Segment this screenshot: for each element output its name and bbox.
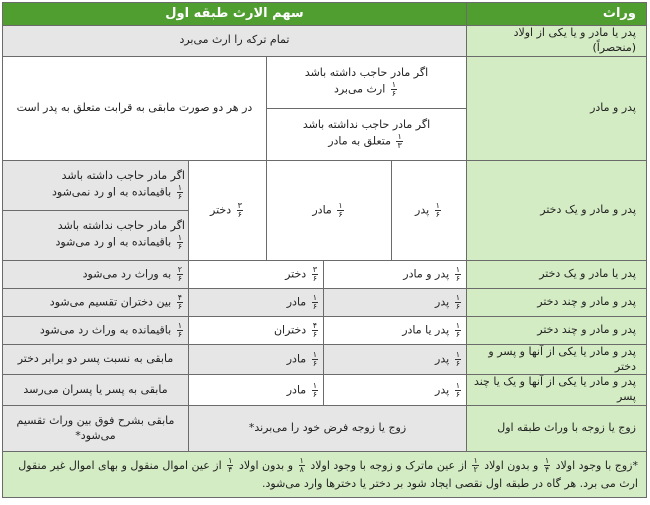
- share-cell: $\frac{۱}{۶}$ پدر: [324, 288, 467, 316]
- father-share: $\frac{۱}{۶}$ پدر: [392, 160, 467, 260]
- share-cell: $\frac{۱}{۶}$ مادر: [189, 375, 324, 406]
- fraction: $\frac{۱}{۶}$: [455, 264, 460, 283]
- heir-cell: پدر و مادر یا یکی از آنها و یک یا چند پسر: [467, 375, 647, 406]
- daughter-share: $\frac{۳}{۶}$ دختر: [189, 160, 267, 260]
- heir-cell: پدر و مادر و چند دختر: [467, 288, 647, 316]
- note-cell: مابقی به نسبت پسر دو برابر دختر: [2, 344, 188, 375]
- fraction: $\frac{۱}{۶}$: [177, 320, 182, 339]
- fraction: $\frac{۱}{۳}$: [397, 132, 402, 151]
- heir-cell: پدر و مادر و چند دختر: [467, 316, 647, 344]
- fraction: $\frac{۱}{۶}$: [391, 80, 397, 99]
- inheritance-table-container: [3, 2, 647, 498]
- table-row: [2, 26, 646, 57]
- note-cell: مابقی به پسر یا پسران می‌رسد: [2, 375, 188, 406]
- fraction: $\frac{۱}{۸}$: [299, 456, 304, 475]
- fraction: $\frac{۱}{۴}$: [544, 456, 550, 475]
- note-cell: $\frac{۱}{۶}$ باقیمانده به وراث رد می‌شود: [2, 316, 188, 344]
- condition-text: اگر مادر حاجب نداشته باشد: [302, 118, 431, 132]
- heir-cell: پدر و مادر و یک دختر: [467, 160, 647, 260]
- share-cell: $\frac{۱}{۶}$ پدر یا مادر: [324, 316, 467, 344]
- table-row: [2, 288, 646, 316]
- share-cell: $\frac{۱}{۶}$ پدر: [324, 344, 467, 375]
- fraction: $\frac{۱}{۲}$: [473, 456, 478, 475]
- table-row: [2, 160, 646, 210]
- table-row: [2, 375, 646, 406]
- share-cell: زوج یا زوجه فرض خود را می‌برند*: [189, 406, 467, 452]
- fraction: $\frac{۳}{۶}$: [237, 200, 242, 219]
- share-text: ارث می‌برد: [333, 82, 386, 96]
- heir-cell: پدر و مادر: [467, 56, 647, 160]
- share-cell: $\frac{۱}{۶}$ پدر و مادر: [324, 260, 467, 288]
- table-row: [2, 56, 646, 108]
- share-cell: $\frac{۱}{۶}$ مادر: [189, 344, 324, 375]
- fraction: $\frac{۱}{۶}$: [435, 200, 440, 219]
- mother-share: $\frac{۱}{۶}$ مادر: [267, 160, 392, 260]
- fraction: $\frac{۱}{۶}$: [177, 233, 182, 252]
- note-cell: $\frac{۴}{۶}$ بین دختران تقسیم می‌شود: [2, 288, 188, 316]
- fraction: $\frac{۱}{۶}$: [312, 380, 317, 399]
- note-cell: در هر دو صورت مابقی به قرابت متعلق به پدر است: [2, 56, 266, 160]
- share-cell: $\frac{۱}{۶}$ مادر: [189, 288, 324, 316]
- share-cell-with-hajeb: [267, 56, 467, 108]
- heir-cell: پدر یا مادر و یک دختر: [467, 260, 647, 288]
- note-cell: اگر مادر حاجب نداشته باشد $\frac{۱}{۶}$ باقیمانده به او رد می‌شود: [2, 210, 188, 260]
- fraction: $\frac{۱}{۶}$: [455, 292, 460, 311]
- fraction: $\frac{۱}{۶}$: [455, 380, 460, 399]
- fraction: $\frac{۱}{۶}$: [312, 292, 317, 311]
- heir-cell: زوج یا زوجه با وراث طبقه اول: [467, 406, 647, 452]
- fraction: $\frac{۱}{۴}$: [228, 456, 233, 475]
- fraction: $\frac{۱}{۶}$: [312, 350, 317, 369]
- share-cell: $\frac{۳}{۶}$ دختر: [189, 260, 324, 288]
- share-cell: $\frac{۱}{۶}$ پدر: [324, 375, 467, 406]
- fraction: $\frac{۴}{۶}$: [312, 320, 317, 339]
- fraction: $\frac{۱}{۶}$: [338, 200, 343, 219]
- share-text: متعلق به مادر: [328, 134, 391, 148]
- fraction: $\frac{۲}{۶}$: [177, 264, 182, 283]
- fraction: $\frac{۴}{۶}$: [177, 292, 182, 311]
- footnote-row: [2, 452, 646, 498]
- fraction: $\frac{۱}{۶}$: [455, 350, 460, 369]
- table-row: [2, 406, 646, 452]
- share-cell-without-hajeb: [267, 108, 467, 160]
- table-row: [2, 260, 646, 288]
- share-cell: تمام ترکه را ارث می‌برد: [2, 26, 466, 57]
- condition-text: اگر مادر حاجب داشته باشد: [304, 66, 429, 80]
- header-heirs: وراث: [467, 3, 647, 26]
- heir-cell: پدر و مادر یا یکی از آنها و پسر و دختر: [467, 344, 647, 375]
- share-cell: $\frac{۴}{۶}$ دختران: [189, 316, 324, 344]
- header-share: سهم الارث طبقه اول: [2, 3, 466, 26]
- footnote: *زوج با وجود اولاد $\frac{۱}{۴}$ و بدون اولاد $\frac{۱}{۲}$ از عین ماترک و زوجه با وجود اولاد $\frac{۱}{۸}$ و بدون اولاد $\frac{۱}{۴}$ از عین اموال منقول و بهای اموال غیر منقول ارث می برد. هر گاه در طبقه اول نقصی ایجاد شود بر دختر یا دخترها وارد می‌شود.: [2, 452, 646, 498]
- table-row: [2, 344, 646, 375]
- fraction: $\frac{۳}{۶}$: [312, 264, 317, 283]
- fraction: $\frac{۱}{۶}$: [455, 320, 460, 339]
- table-row: [2, 316, 646, 344]
- note-cell: مابقی بشرح فوق بین وراث تقسیم می‌شود*: [2, 406, 188, 452]
- note-cell: $\frac{۲}{۶}$ به وراث رد می‌شود: [2, 260, 188, 288]
- heir-cell: پدر یا مادر و یا یکی از اولاد (منحصراً): [467, 26, 647, 57]
- note-cell: اگر مادر حاجب داشته باشد $\frac{۱}{۶}$ باقیمانده به او رد نمی‌شود: [2, 160, 188, 210]
- fraction: $\frac{۱}{۶}$: [177, 183, 182, 202]
- inheritance-table: [2, 2, 647, 498]
